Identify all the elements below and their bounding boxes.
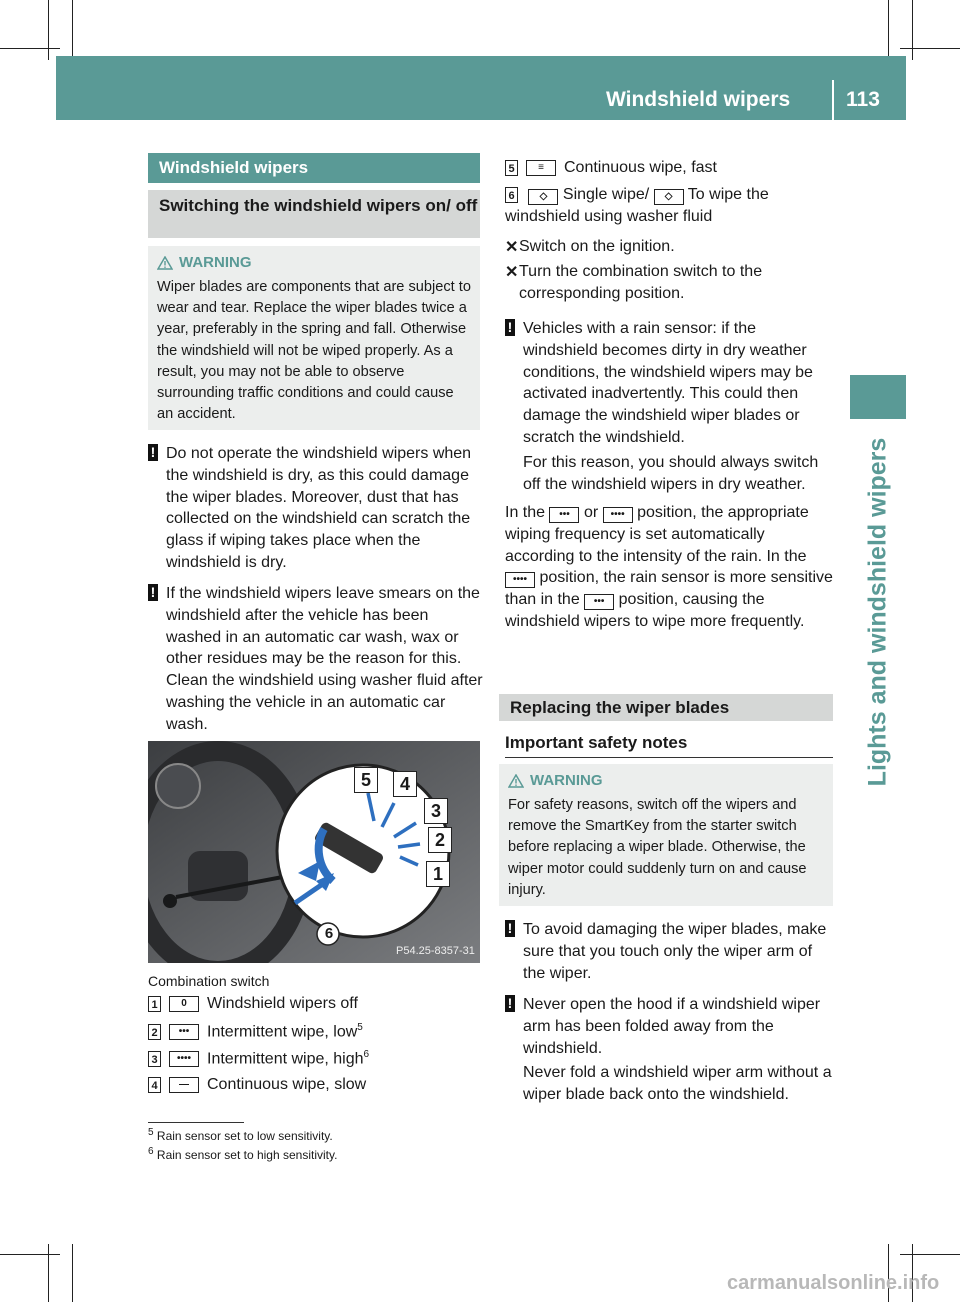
crop-mark [900,48,960,49]
side-tab-marker [850,375,906,419]
caution-icon: ! [505,920,515,937]
note-text: To avoid damaging the wiper blades, make sure that you touch only the wiper arm of the wiper. [523,921,827,982]
figure-code: P54.25-8357-31 [396,945,475,957]
warning-box [499,764,833,906]
legend-text: Windshield wipers off [207,995,358,1012]
caution-icon: ! [148,444,158,461]
crop-mark [72,1244,73,1302]
legend-item [148,1076,366,1094]
continuous-slow-icon: — [169,1077,199,1093]
legend-number: 6 [505,187,518,203]
legend-text-2: To wipe the windshield using washer fluid [505,186,769,225]
combination-switch-figure [148,741,480,963]
legend-item [505,159,717,177]
footnote-text: Rain sensor set to high sensitivity. [156,1148,338,1162]
section-title: Windshield wipers [148,153,480,183]
legend-text: Continuous wipe, slow [207,1076,367,1093]
footnote-number: 5 [148,1127,154,1138]
legend-number: 5 [505,160,518,176]
intermittent-low-icon: ••• [549,507,579,523]
legend-number: 1 [148,996,161,1012]
legend-text: Single wipe/ [562,186,650,203]
warning-header [508,772,825,789]
washer-fluid-icon: ◇ [654,189,684,205]
callout-4: 4 [393,771,417,797]
legend-text: Continuous wipe, fast [564,159,717,176]
safety-heading: Important safety notes [505,733,688,752]
rain-sensor-paragraph [505,502,835,633]
intermittent-high-icon: •••• [505,572,535,588]
subsection-title: Replacing the wiper blades [499,694,833,721]
header-divider [832,80,834,120]
crop-mark [0,48,60,49]
para-text: position, the rain sensor is more sensitive than in the [505,569,833,609]
para-text: position, causing the windshield wipers to wipe more frequently. [505,591,805,630]
header-title: Windshield wipers [606,88,791,111]
step-text: Turn the combination switch to the corresponding position. [519,263,763,302]
warning-box [148,246,480,430]
single-wipe-icon: ◇ [528,189,558,205]
crop-mark [72,0,73,60]
callout-3: 3 [424,798,448,824]
warning-text: Wiper blades are components that are subject to wear and tear. Replace the wiper blades twice a year, preferably in the spring and fall. Otherwise the windshield will not be wiped properly. As a result, you may not be able to observe surrounding traffic conditions and could cause an accident. [157,279,471,423]
footnote-ref: 5 [357,1022,363,1033]
crop-mark [888,0,889,60]
crop-mark [0,1254,60,1255]
footnote [148,1146,337,1162]
footnote-number: 6 [148,1146,154,1157]
legend-text: Intermittent wipe, high [207,1050,364,1068]
step-text: Switch on the ignition. [519,238,675,255]
callout-1: 1 [426,861,450,887]
wiper-off-icon: 0 [169,996,199,1012]
legend-item [148,1022,363,1041]
legend-text: Intermittent wipe, low [207,1023,358,1041]
figure-caption: Combination switch [148,973,270,989]
legend-item [148,995,358,1013]
page-number: 113 [846,88,880,111]
note-text: Never open the hood if a windshield wiper arm has been folded away from the windshield. [523,996,821,1057]
crop-mark [900,1254,960,1255]
warning-triangle-icon [508,774,524,788]
crop-mark [912,0,913,60]
step-arrow-icon: ✕ [505,264,519,281]
intermittent-low-icon: ••• [584,594,614,610]
footnote-text: Rain sensor set to low sensitivity. [156,1129,333,1143]
callout-5: 5 [354,767,378,793]
subsection-title: Switching the windshield wipers on/ off [148,190,480,238]
legend-item [505,184,835,228]
footnote-rule [148,1122,244,1123]
warning-label: WARNING [530,772,603,789]
note-text: If the windshield wipers leave smears on the windshield after the vehicle has been washed in an automatic car wash, wax or other residues may be the reason for this. Clean the windshield using washer fluid after washing the vehicle in an automatic car wash. [166,585,483,733]
warning-header [157,254,472,271]
intermittent-low-icon: ••• [169,1024,199,1040]
para-text: or [583,504,599,521]
intermittent-high-icon: •••• [603,507,633,523]
heading-rule [505,757,833,758]
note [505,994,835,1106]
note [148,443,484,574]
legend-number: 4 [148,1077,161,1093]
caution-icon: ! [148,584,158,601]
legend-number: 3 [148,1051,161,1067]
para-text: In the [505,504,546,521]
continuous-fast-icon: ≡ [526,160,556,176]
crop-mark [48,1244,49,1302]
side-tab-label: Lights and windshield wipers [863,437,892,787]
warning-label: WARNING [179,254,252,271]
note-text: Do not operate the windshield wipers when the windshield is dry, as this could damage the wiper blades. Moreover, dust that has collected on the windshield can scratch the glass if wiping takes place when the windshield is dry. [166,445,472,571]
note-text-continued: Never fold a windshield wiper arm without a wiper blade back onto the windshield. [523,1064,832,1104]
para-text: position, the appropriate wiping frequency is set automatically according to the intensity of the rain. In the [505,504,809,565]
legend-item [148,1049,369,1068]
callout-2: 2 [428,827,452,853]
footnote-ref: 6 [363,1049,370,1060]
note [148,583,484,736]
note-text: Vehicles with a rain sensor: if the windshield becomes dirty in dry weather conditions, the windshield wipers may be activated inadvertently. This could then damage the windshield wiper blades or scratch the windshield. [523,320,813,446]
note-text-continued: For this reason, you should always switch off the windshield wipers in dry weather. [523,453,819,493]
note [505,318,835,495]
step-arrow-icon: ✕ [505,239,519,256]
caution-icon: ! [505,319,515,336]
crop-mark [48,0,49,60]
watermark: carmanualsonline.info [727,1272,940,1294]
caution-icon: ! [505,995,515,1012]
legend-number: 2 [148,1024,161,1040]
footnote [148,1127,333,1143]
callout-6: 6 [324,925,334,942]
note [505,919,835,984]
intermittent-high-icon: •••• [169,1051,199,1067]
warning-triangle-icon [157,256,173,270]
warning-text: For safety reasons, switch off the wipers and remove the SmartKey from the starter switch before replacing a wiper blade. Otherwise, the wiper motor could suddenly turn on and cause injury. [508,797,807,898]
